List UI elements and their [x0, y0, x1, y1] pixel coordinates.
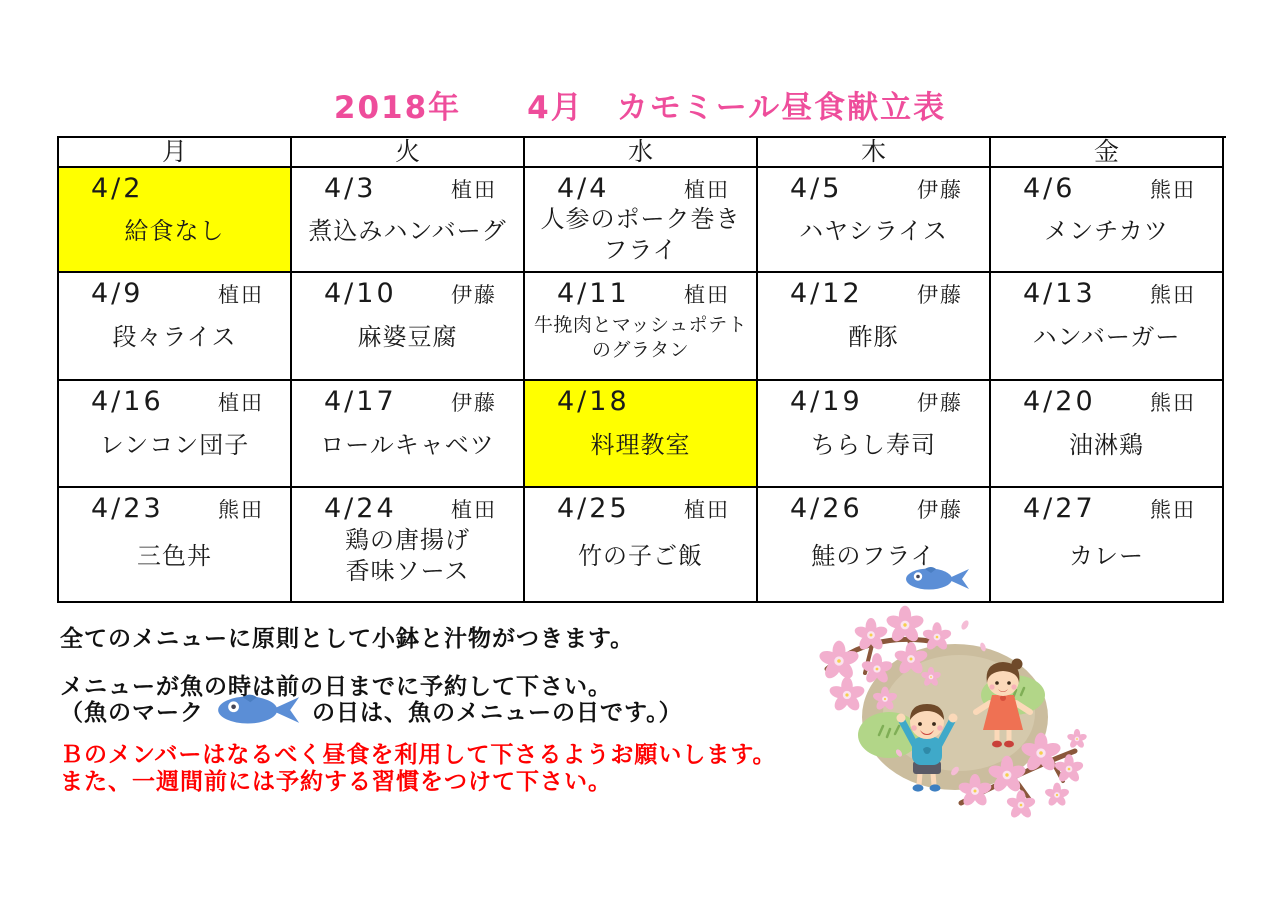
note-fish-mark-suffix: の日は、魚のメニューの日です。） [312, 699, 683, 726]
cell-date: 4/18 [557, 386, 630, 417]
warning-text [60, 742, 777, 796]
calendar-cell-0403 [292, 168, 525, 273]
calendar-cell-0427 [991, 488, 1224, 603]
cell-menu [59, 204, 290, 271]
menu-line: 段々ライス [112, 323, 237, 352]
calendar-cell-0402 [59, 168, 292, 273]
cell-teacher: 伊藤 [917, 178, 963, 202]
calendar-cell-0416 [59, 381, 292, 488]
cell-menu [59, 417, 290, 486]
warning-line-1: Ｂのメンバーはなるべく昼食を利用して下さるようお願いします。 [60, 742, 777, 768]
calendar-cell-0420 [991, 381, 1224, 488]
fish-icon [903, 565, 971, 593]
cell-menu [292, 417, 523, 486]
cell-teacher: 植田 [684, 283, 730, 307]
warning-line-2: また、一週間前には予約する習慣をつけて下さい。 [60, 769, 612, 796]
cell-teacher: 植田 [684, 498, 730, 522]
cell-date: 4/24 [324, 493, 397, 524]
cell-teacher: 熊田 [1150, 283, 1196, 307]
menu-line: 油淋鶏 [1069, 430, 1144, 459]
calendar-cell-0425 [525, 488, 758, 603]
cell-date: 4/11 [557, 278, 630, 309]
calendar-cell-0424 [292, 488, 525, 603]
cell-teacher: 伊藤 [451, 283, 497, 307]
calendar-cell-0410 [292, 273, 525, 381]
calendar-cell-0419 [758, 381, 991, 488]
calendar-cell-0411 [525, 273, 758, 381]
menu-line: のグラタン [591, 338, 690, 361]
cell-teacher: 植田 [451, 178, 497, 202]
cell-teacher: 伊藤 [917, 498, 963, 522]
calendar-cell-0423 [59, 488, 292, 603]
calendar-cell-0426 [758, 488, 991, 603]
children-cherry-blossom-illustration [813, 603, 1098, 823]
cell-menu [758, 204, 989, 271]
note-fish-reservation: メニューが魚の時は前の日までに予約して下さい。 [60, 674, 612, 700]
cell-menu [991, 524, 1222, 601]
menu-line: カレー [1069, 541, 1144, 570]
calendar-cell-0406 [991, 168, 1224, 273]
cell-date: 4/17 [324, 386, 397, 417]
cell-date: 4/25 [557, 493, 630, 524]
calendar-cell-0405 [758, 168, 991, 273]
cell-menu [59, 309, 290, 379]
cell-teacher: 伊藤 [451, 391, 497, 415]
cell-menu [758, 309, 989, 379]
cell-menu [991, 309, 1222, 379]
note-fish-mark-prefix: （魚のマーク [60, 699, 204, 726]
calendar-cell-0418 [525, 381, 758, 488]
cell-teacher: 熊田 [1150, 391, 1196, 415]
cell-date: 4/19 [790, 386, 863, 417]
cell-teacher: 植田 [451, 498, 497, 522]
menu-line: 煮込みハンバーグ [308, 216, 507, 245]
menu-line: ハヤシライス [799, 216, 948, 245]
menu-line: レンコン団子 [99, 430, 250, 459]
cell-menu [525, 309, 756, 379]
menu-line: フライ [603, 235, 678, 264]
cell-date: 4/4 [557, 173, 610, 204]
menu-line: 酢豚 [848, 323, 899, 352]
cell-date: 4/10 [324, 278, 397, 309]
calendar-cell-0413 [991, 273, 1224, 381]
calendar-cell-0404 [525, 168, 758, 273]
cell-menu [292, 524, 523, 601]
weekday-header-mon: 月 [59, 138, 292, 168]
menu-line: 牛挽肉とマッシュポテト [533, 314, 748, 337]
menu-line: メンチカツ [1044, 216, 1169, 245]
menu-line: 三色丼 [137, 541, 212, 570]
cell-menu [758, 417, 989, 486]
cell-date: 4/20 [1023, 386, 1096, 417]
menu-line: ハンバーガー [1032, 323, 1181, 352]
cell-menu [59, 524, 290, 601]
calendar-cell-0412 [758, 273, 991, 381]
cell-teacher: 植田 [218, 283, 264, 307]
cell-teacher: 伊藤 [917, 391, 963, 415]
note-side-dishes: 全てのメニューに原則として小鉢と汁物がつきます。 [60, 626, 635, 652]
cell-date: 4/27 [1023, 493, 1096, 524]
weekday-header-fri: 金 [991, 138, 1224, 168]
note-fish-mark-legend [60, 692, 683, 728]
calendar-cell-0409 [59, 273, 292, 381]
cell-date: 4/5 [790, 173, 843, 204]
cell-teacher: 熊田 [1150, 178, 1196, 202]
menu-line: 竹の子ご飯 [578, 541, 703, 570]
weekday-header-wed: 水 [525, 138, 758, 168]
menu-line: 料理教室 [590, 430, 691, 459]
menu-line: 人参のポーク巻き [540, 204, 741, 233]
menu-line: 麻婆豆腐 [357, 323, 458, 352]
cell-menu [991, 204, 1222, 271]
cell-teacher: 植田 [684, 178, 730, 202]
menu-line: 給食なし [124, 216, 225, 245]
weekday-header-thu: 木 [758, 138, 991, 168]
cell-date: 4/3 [324, 173, 377, 204]
fish-icon [214, 692, 302, 728]
cell-teacher: 熊田 [218, 498, 264, 522]
cell-date: 4/12 [790, 278, 863, 309]
page-title: 2018年 4月 カモミール昼食献立表 [333, 90, 947, 126]
menu-line: 鮭のフライ [811, 541, 936, 570]
cell-date: 4/13 [1023, 278, 1096, 309]
cell-teacher: 植田 [218, 391, 264, 415]
cell-menu [292, 309, 523, 379]
cell-menu [292, 204, 523, 271]
cell-date: 4/16 [91, 386, 164, 417]
cell-menu [991, 417, 1222, 486]
menu-line: 香味ソース [345, 557, 470, 586]
menu-line: ちらし寿司 [811, 430, 936, 459]
menu-line: ロールキャベツ [320, 430, 495, 459]
cell-menu [525, 417, 756, 486]
cell-teacher: 熊田 [1150, 498, 1196, 522]
cell-date: 4/6 [1023, 173, 1076, 204]
cell-menu [525, 204, 756, 278]
cell-teacher: 伊藤 [917, 283, 963, 307]
calendar-cell-0417 [292, 381, 525, 488]
weekday-header-tue: 火 [292, 138, 525, 168]
menu-line: 鶏の唐揚げ [345, 526, 470, 555]
cell-date: 4/26 [790, 493, 863, 524]
menu-calendar-table [57, 136, 1226, 603]
cell-date: 4/2 [91, 173, 144, 204]
cell-date: 4/9 [91, 278, 144, 309]
cell-date: 4/23 [91, 493, 164, 524]
cell-menu [525, 524, 756, 601]
